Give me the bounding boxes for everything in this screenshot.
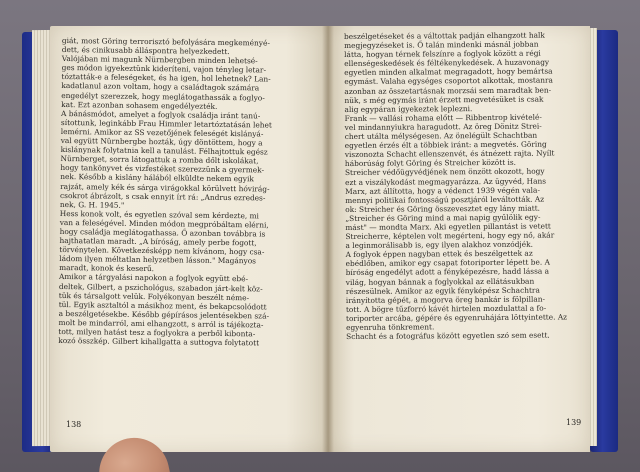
left-page-text-line: ges módon igyekeztünk kideríteni, vajon tényleg letar- <box>61 63 267 75</box>
right-page-text-line: tott. A bögre tűzforró kávét hirtelen mozdulattal a fo- <box>345 303 547 314</box>
right-page-text-line: megjegyzéseket is. Ő talán mindenki másnál jobban <box>344 39 539 51</box>
right-page-text-line: alig egypáran igyekeztek leplezni. <box>344 103 473 114</box>
right-page-text-line: egyenruha tönkrement. <box>346 322 435 332</box>
right-page-text-line: Streicher védőügyvédjének nem önzött okozott, hogy <box>344 167 545 178</box>
left-page-text-line: csokrot ábrázolt, s csak ennyit írt rá: „Andrus ezredes- <box>60 190 266 203</box>
left-page-text-line: hajthatatlan maradt. „A bíróság, amely perbe fogott, <box>59 236 257 248</box>
right-page-text-line: Marx, azt állította, hogy a védenct 1939 végén vala- <box>345 185 540 196</box>
right-page-text-line: Schacht és a fotográfus között egyetlen szó sem esett. <box>346 330 550 342</box>
right-page-text-line: ellenségeskedések és féltékenykedések. A huzavonagy <box>344 57 550 69</box>
left-page-text <box>58 36 273 348</box>
left-page-text-line: a beszélgetésekbe. Később gépírásos jelentésekben szá- <box>58 308 270 321</box>
left-page-text-line: lemérni. Amikor az SS vezetőjének feleségét kislányá- <box>60 126 264 139</box>
right-page-text-line: a leginmorálisabb is, egy ilyen alakhoz vonzódjék. <box>345 239 533 251</box>
left-page-text-line: nek. Később a kislány hálából elküldte nekem egyik <box>60 172 254 184</box>
left-page-text-line: giát, most Göring terrorisztó befolyására megkeményé- <box>61 36 270 48</box>
right-page-text-line: Frank — vallási rohama előtt — Ribbentrop kivételé- <box>344 112 542 123</box>
left-page-text-line: van a feleségével. Minden módon megpróbáltam elérni, <box>59 217 269 230</box>
right-page-text-line: Streicherre, képtelen volt megérteni, hogy egy nő, akár <box>345 230 555 242</box>
left-page-text-line: A bánásmódot, amelyet a foglyok családja iránt tanú- <box>61 108 261 121</box>
left-page-text-line: Valójában mi magunk Nürnbergben minden lehetsé- <box>61 54 258 66</box>
left-page-text-line: ládom ilyen méltatlan helyzetben lásson." Magányos <box>59 254 257 266</box>
right-page-text-line: egymást. Valaha egységes csoportot alkottak, mostanra <box>344 76 553 87</box>
left-page-text-line: hogy családja meglátogathassa. Ő azonban továbbra is <box>59 226 266 239</box>
right-page-text-line: „Streicher és Göring mind a mai napig gyűlölik egy- <box>345 212 541 223</box>
right-page-text-line: nük, s még egymás iránt érzett megvetésüket is csak <box>344 94 544 105</box>
right-page-text-line: látta, hogyan térnek felszínre a foglyok között a régi <box>344 48 541 60</box>
right-page-text-line: vel mindannyiukra haragudott. Az öreg Dönitz Strei- <box>344 121 542 132</box>
left-page-text-line: Amikor a tárgyalási napokon a foglyok együtt ebé- <box>59 272 249 284</box>
left-page-text-line: molt be mindarról, ami elhangzott, s arról is tájékozta- <box>58 317 264 330</box>
left-page-text-line: dett, és cinikusabb álláspontra helyezkedett. <box>61 45 230 57</box>
right-page-text-line: mennyi politikai fontosságú posztjáról leváltották. Az <box>345 194 545 205</box>
left-page-text-line: tott, milyen hatást tesz a foglyokra a perből kibonta- <box>58 326 256 339</box>
left-page-text-line: kat. Ezt azonban sohasem engedélyezték. <box>61 99 218 111</box>
left-page-text-line: Nürnberget, sorra látogattuk a romba dőlt iskolákat, <box>60 154 259 166</box>
right-page-text-line: toriporter arcába, gépére és egyenruhájára löttyintette. Az <box>345 312 568 323</box>
right-page-text-line: viszonozta Schacht ellenszenvét, és átnézett rajta. Nyílt <box>344 148 555 160</box>
right-page-text-line: háborúság folyt Göring és Streicher között is. <box>344 158 517 169</box>
right-page-text-line: bíróság engedélyt adott a fényképezésre, hadd lássa a <box>345 267 550 278</box>
right-page-number: 139 <box>566 418 582 427</box>
right-page-text-line: egyetlen minden alkalmat megragadott, hogy bemártsa <box>344 66 553 78</box>
right-page-text-line: beszélgetéseket és a váltottak padján elhangzott halk <box>344 30 545 41</box>
left-page-text-line: rajzát, amely kék és sárga virágokkal körülvett hóvirág- <box>60 181 270 194</box>
right-page-text-line: ok: Streicher és Göring összevesztet egy lány miatt. <box>345 203 541 214</box>
book-gutter <box>322 26 334 452</box>
right-page-text-line: irányította gépét, a mogorva öreg bankár is fölpillan- <box>345 294 545 305</box>
left-page-number: 138 <box>66 420 82 429</box>
right-page-text-line: világ, hogyan bánnak a foglyokkal az ellátásukban <box>345 276 535 287</box>
left-page-text-line: hogy tankönyvet és vizfestéket szerezzünk a gyermek- <box>60 163 265 175</box>
right-page-text <box>344 30 567 341</box>
left-page-text-line: Hess konok volt, és egyetlen szóval sem kérdezte, mi <box>59 208 259 221</box>
right-page-text-line: mást" — mondta Marx. Aki egyetlen pillantást is vetett <box>345 221 551 232</box>
left-page-text-line: törvénytelen. Következésképp nem kívánom, hogy csa- <box>59 245 265 257</box>
left-page-text-line: deltek, Gilbert, a pszichológus, szabadon járt-kelt köz- <box>58 281 263 294</box>
right-page-text-line: részesülnek. Amikor az egyik fényképész Schachtra <box>345 285 540 296</box>
right-page-text-line: ebédlőben, amikor egy csapat fotoriporter lépett be. A <box>345 257 550 269</box>
left-page-text-line: tóztatták-e a feleségeket, és ha igen, hol lehetnek? Lan- <box>61 72 271 84</box>
left-page-text-line: maradt, konok és keserű. <box>59 263 155 274</box>
right-page-text-line: egyetlen érzés élt a többiek iránt: a megvetés. Göring <box>344 139 547 151</box>
right-page-text-line: A foglyok éppen nagyban ettek és beszélgettek az <box>345 248 533 260</box>
left-page-text-line: val együtt Nürnbergbe hozták, úgy döntöttem, hogy a <box>60 136 263 148</box>
left-page-text-line: tük és társalgott velük. Folyékonyan beszélt néme- <box>58 290 250 302</box>
left-page-text-line: kadatlanul azon voltam, hogy a családtagok számára <box>61 81 260 93</box>
left-page-text-line: nek, G. H. 1945." <box>59 199 125 210</box>
right-page-text-line: chert utálta mélységesen. Az önelégült Schachtban <box>344 130 538 142</box>
left-page-text-line: sítottunk, leginkább Frau Himmler letartóztatásán lehet <box>60 117 272 130</box>
right-page-text-line: azonban az összetartásnak morzsái sem maradtak ben- <box>344 85 552 96</box>
left-page-text-line: kislánynak folytatnia kell a tanulást. Félhajtottuk egész <box>60 145 268 157</box>
left-page-text-line: engedélyt szerezzek, hogy meglátogathassák a foglyo- <box>61 90 265 103</box>
left-page-text-line: tül. Egyik asztaltól a másikhoz ment, és bekapcsolódott <box>58 299 267 312</box>
left-page-text-line: kozó összkép. Gilbert kihallgatta a suttogva folytatott <box>58 336 260 348</box>
right-page-text-line: ezt a viszálykodást megmagyarázza. Az ügyvéd, Hans <box>345 176 547 187</box>
